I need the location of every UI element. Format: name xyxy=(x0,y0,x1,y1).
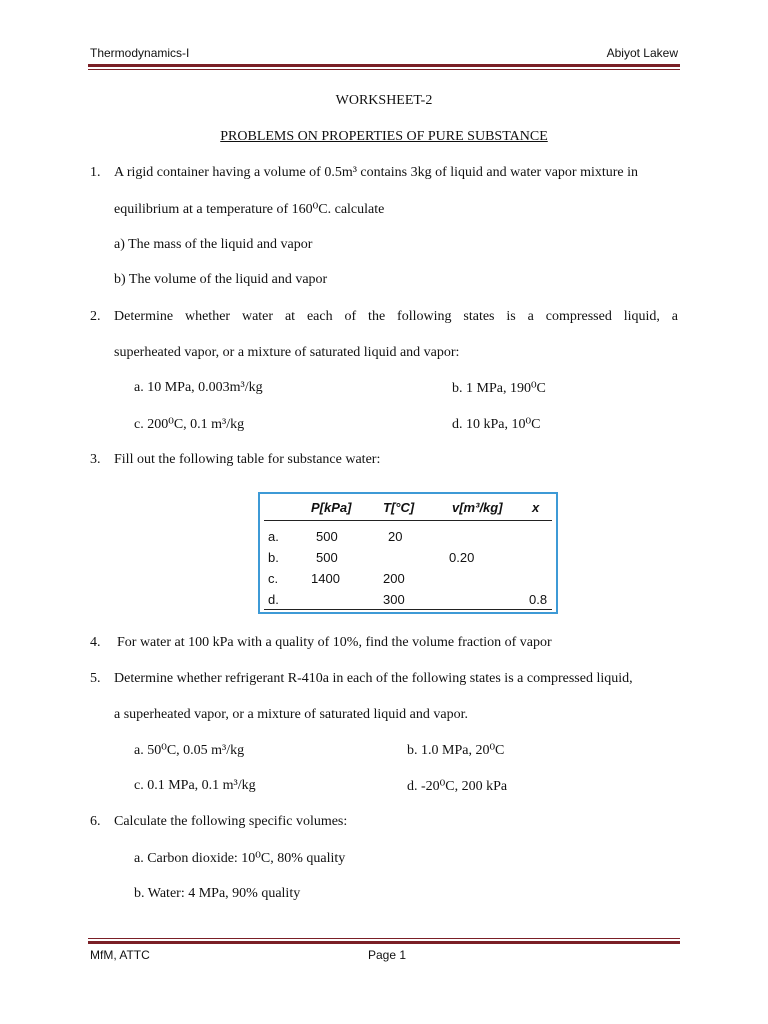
table-cell: 0.20 xyxy=(449,550,475,565)
table-header-quality: x xyxy=(532,500,540,515)
q5-option-d: d. -20⁰C, 200 kPa xyxy=(407,779,508,794)
q2-number: 2. xyxy=(90,309,101,324)
table-row-label: a. xyxy=(268,529,279,544)
table-row-label: d. xyxy=(268,592,279,607)
q2-option-a: a. 10 MPa, 0.003m³/kg xyxy=(134,380,263,395)
q2-option-b: b. 1 MPa, 190⁰C xyxy=(452,381,546,396)
header-right: Abiyot Lakew xyxy=(606,46,678,60)
table-row-label: b. xyxy=(268,550,279,565)
q1-line1: A rigid container having a volume of 0.5m³ contains 3kg of liquid and water vapor mixture in xyxy=(114,165,639,180)
q5-option-c: c. 0.1 MPa, 0.1 m³/kg xyxy=(134,778,256,793)
q6-number: 6. xyxy=(90,814,101,829)
q5-line2: a superheated vapor, or a mixture of saturated liquid and vapor. xyxy=(114,707,468,722)
table-cell: 500 xyxy=(316,529,338,544)
worksheet-subtitle: PROBLEMS ON PROPERTIES OF PURE SUBSTANCE xyxy=(220,129,548,144)
q2-option-d: d. 10 kPa, 10⁰C xyxy=(452,417,541,432)
footer-rule-thick xyxy=(88,941,680,944)
worksheet-title: WORKSHEET-2 xyxy=(335,93,433,108)
q5-option-a: a. 50⁰C, 0.05 m³/kg xyxy=(134,743,245,758)
q5-number: 5. xyxy=(90,671,101,686)
q2-line1: Determine whether water at each of the following states is a compressed liquid, a xyxy=(114,309,678,324)
table-header-volume: v[m³/kg] xyxy=(452,500,503,515)
table-cell: 200 xyxy=(383,571,405,586)
q3-number: 3. xyxy=(90,452,101,467)
q4-line1: For water at 100 kPa with a quality of 10%, find the volume fraction of vapor xyxy=(117,635,552,650)
q5-option-b: b. 1.0 MPa, 20⁰C xyxy=(407,743,505,758)
table-cell: 1400 xyxy=(311,571,340,586)
q2-line2: superheated vapor, or a mixture of saturated liquid and vapor: xyxy=(114,345,460,360)
q4-number: 4. xyxy=(90,635,101,650)
q2-option-c: c. 200⁰C, 0.1 m³/kg xyxy=(134,417,245,432)
q1-part-a: a) The mass of the liquid and vapor xyxy=(114,237,313,252)
table-header-pressure: P[kPa] xyxy=(311,500,352,515)
header-rule-thin xyxy=(88,69,680,70)
q1-line2: equilibrium at a temperature of 160⁰C. calculate xyxy=(114,202,385,217)
footer-left: MfM, ATTC xyxy=(90,948,150,962)
q1-part-b: b) The volume of the liquid and vapor xyxy=(114,272,328,287)
q5-line1: Determine whether refrigerant R-410a in each of the following states is a compressed liquid, xyxy=(114,671,633,686)
q6-part-a: a. Carbon dioxide: 10⁰C, 80% quality xyxy=(134,851,346,866)
table-bottom-divider xyxy=(264,609,552,610)
q6-part-b: b. Water: 4 MPa, 90% quality xyxy=(134,886,301,901)
table-cell: 500 xyxy=(316,550,338,565)
header-rule-thick xyxy=(88,64,680,67)
q6-line1: Calculate the following specific volumes: xyxy=(114,814,348,829)
table-row-label: c. xyxy=(268,571,279,586)
page-number: Page 1 xyxy=(368,948,407,962)
footer-rule-thin xyxy=(88,938,680,939)
table-cell: 0.8 xyxy=(529,592,548,607)
q1-number: 1. xyxy=(90,165,101,180)
table-header-temperature: T[°C] xyxy=(383,500,415,515)
header-left: Thermodynamics-I xyxy=(90,46,190,60)
table-header-divider xyxy=(264,520,552,521)
q3-line1: Fill out the following table for substance water: xyxy=(114,452,381,467)
table-cell: 300 xyxy=(383,592,405,607)
table-cell: 20 xyxy=(388,529,403,544)
